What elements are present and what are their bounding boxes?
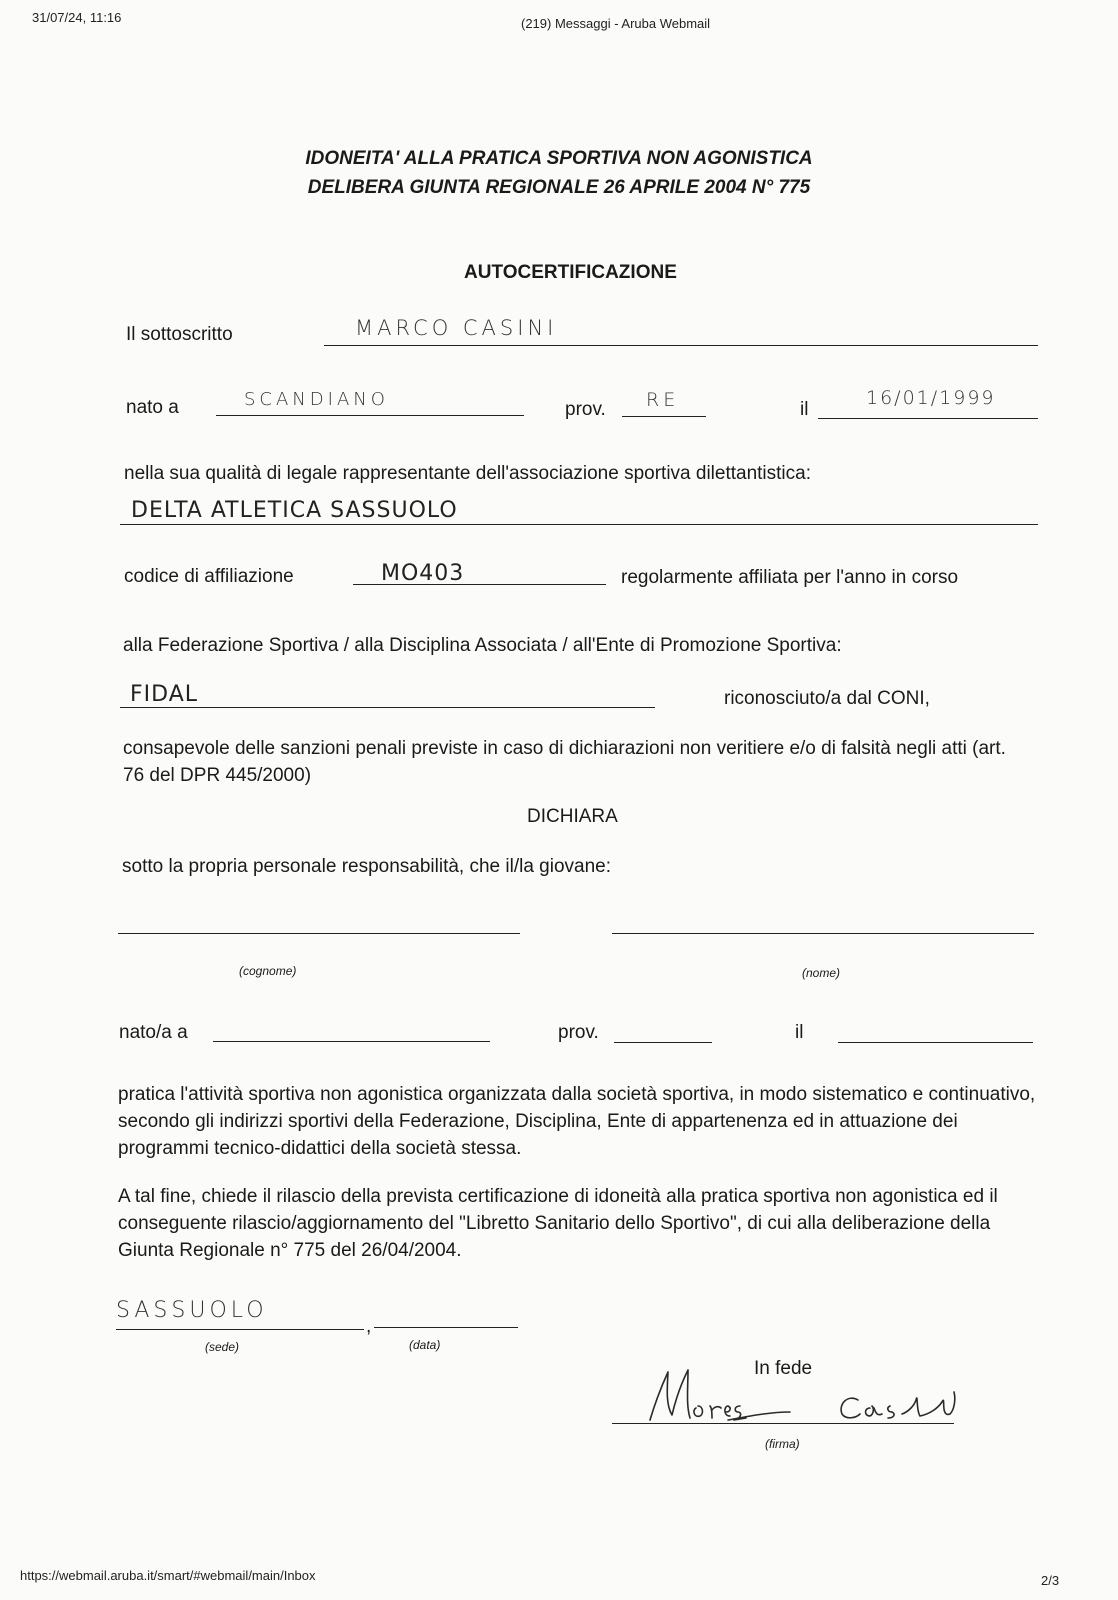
- prov-label: prov.: [565, 399, 606, 420]
- nato-line: [216, 415, 524, 416]
- nome-line: [612, 933, 1034, 934]
- print-url: https://webmail.aruba.it/smart/#webmail/main/Inbox: [20, 1568, 316, 1583]
- natoa-label: nato/a a: [119, 1022, 188, 1043]
- il-label: il: [800, 399, 809, 420]
- sottoscritto-value: MARCO CASINI: [355, 316, 558, 340]
- prov2-label: prov.: [558, 1022, 599, 1043]
- federazione-value: FIDAL: [130, 682, 199, 707]
- sede-line: [116, 1329, 364, 1330]
- sottoscritto-line: [324, 345, 1038, 346]
- fine-text: A tal fine, chiede il rilascio della prevista certificazione di idoneità alla pratica sportiva non agonistica ed il conseguente rilascio/aggiornamento del "Libretto Sanitario dello Sportivo", di cui alla deliberazione della Giunta Regionale n° 775 del 26/04/2004.: [118, 1186, 998, 1261]
- handwritten-signature: [620, 1360, 980, 1440]
- print-page-title: (219) Messaggi - Aruba Webmail: [521, 16, 711, 31]
- responsabilita-text: sotto la propria personale responsabilità, che il/la giovane:: [122, 856, 612, 877]
- sottoscritto-label: Il sottoscritto: [126, 324, 233, 345]
- date-value: 16/01/1999: [866, 387, 996, 409]
- coni-text: riconosciuto/a dal CONI,: [724, 688, 930, 709]
- nome-label: (nome): [802, 966, 841, 980]
- federazione-line: [120, 707, 655, 708]
- print-page-number: 2/3: [1041, 1573, 1060, 1588]
- federazione-text: alla Federazione Sportiva / alla Disciplina Associata / all'Ente di Promozione Sportiva:: [123, 635, 842, 656]
- consapevole-text: consapevole delle sanzioni penali previste in caso di dichiarazioni non veritiere e/o di falsità negli atti (art. 76 del DPR 445/2000): [123, 738, 1006, 786]
- print-datetime: 31/07/24, 11:16: [32, 10, 122, 25]
- il2-label: il: [795, 1022, 804, 1043]
- dichiara-heading: DICHIARA: [527, 806, 618, 827]
- codice-line: [353, 584, 606, 585]
- pratica-text: pratica l'attività sportiva non agonistica organizzata dalla società sportiva, in modo sistematico e continuativo, secondo gli indirizzi sportivi della Federazione, Disciplina, Ente di appartenenza ed in attuazione dei programmi tecnico-didattici della società stessa.: [118, 1084, 1036, 1159]
- il2-line: [838, 1042, 1033, 1043]
- document-subtitle: AUTOCERTIFICAZIONE: [464, 262, 677, 283]
- prov-line: [622, 416, 706, 417]
- data-line: [374, 1327, 518, 1328]
- sede-comma: ,: [366, 1316, 372, 1337]
- document-title-line1: IDONEITA' ALLA PRATICA SPORTIVA NON AGONISTICA: [305, 148, 813, 169]
- prov-value: RE: [646, 389, 680, 411]
- data-label: (data): [409, 1338, 441, 1352]
- firma-line: [612, 1423, 954, 1424]
- codice-value: MO403: [381, 561, 465, 586]
- natoa-line: [213, 1041, 490, 1042]
- cognome-label: (cognome): [239, 964, 297, 978]
- firma-label: (firma): [765, 1437, 800, 1451]
- document-title-line2: DELIBERA GIUNTA REGIONALE 26 APRILE 2004 N° 775: [307, 177, 811, 198]
- codice-label: codice di affiliazione: [124, 566, 294, 587]
- sede-label: (sede): [205, 1340, 240, 1354]
- association-line: [120, 524, 1038, 525]
- date-line: [818, 418, 1038, 419]
- nato-label: nato a: [126, 397, 179, 418]
- sede-value: SASSUOLO: [116, 1298, 268, 1323]
- nato-value: SCANDIANO: [244, 389, 389, 410]
- association-value: DELTA ATLETICA SASSUOLO: [131, 498, 458, 523]
- in-fede-text: In fede: [754, 1358, 813, 1379]
- prov2-line: [614, 1042, 712, 1043]
- affiliata-text: regolarmente affiliata per l'anno in corso: [621, 567, 959, 588]
- cognome-line: [118, 933, 520, 934]
- qualita-text: nella sua qualità di legale rappresentante dell'associazione sportiva dilettantistica:: [124, 463, 811, 484]
